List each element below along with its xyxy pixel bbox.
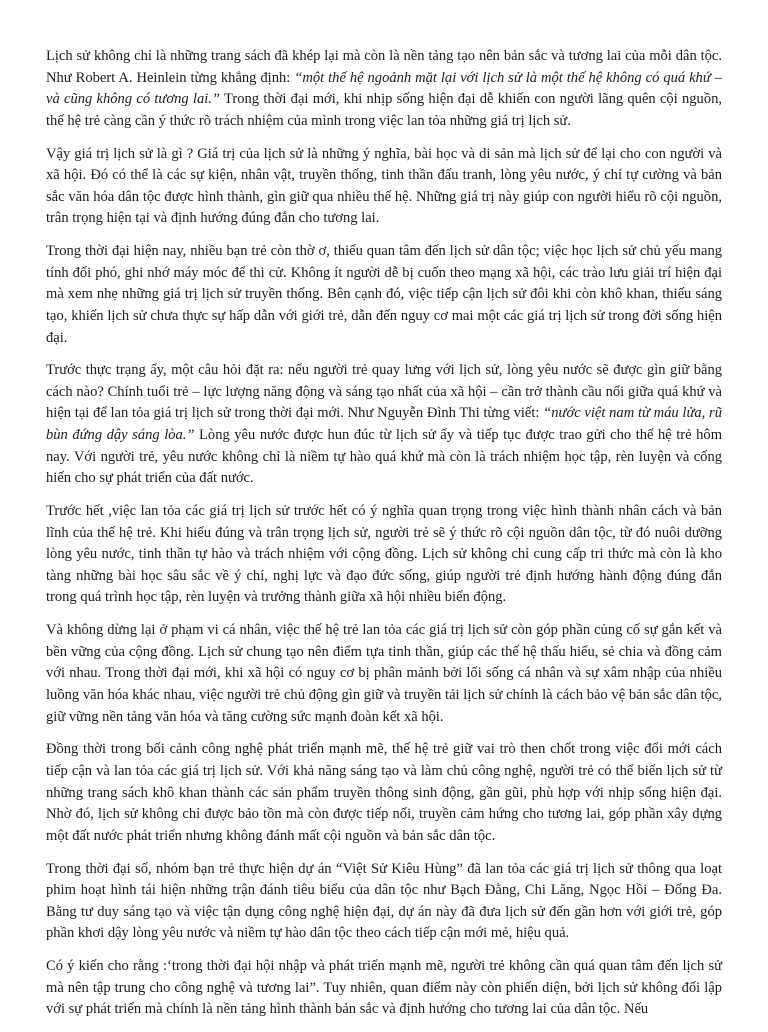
- paragraph-intro: [46, 46, 722, 132]
- paragraph-intro-text-a: Lịch sử không chỉ là những trang sách đã khép lại mà còn là nền tảng tạo nên bản sắc và tương lai của mỗi dân tộc. Như Robert A. Heinlein từng khẳng định:: [46, 48, 722, 86]
- paragraph-community: Và không dừng lại ở phạm vi cá nhân, việc thế hệ trẻ lan tỏa các giá trị lịch sử còn góp phần củng cố sự gắn kết và bền vững của cộng đồng. Lịch sử chung tạo nên điểm tựa tinh thần, giúp các thế hệ thấu hiểu, sẻ chia và đồng cảm với nhau. Trong thời đại mới, khi xã hội có nguy cơ bị phân mảnh bởi lối sống cá nhân và sự xâm nhập của nhiều luồng văn hóa khác nhau, việc người trẻ chủ động gìn giữ và truyền tải lịch sử chính là cách bảo vệ bản sắc dân tộc, giữ vững nền tảng văn hóa và tăng cường sức mạnh đoàn kết xã hội.: [46, 622, 722, 725]
- paragraph-intro-text-b: Trong thời đại mới, khi nhịp sống hiện đại dễ khiến con người lãng quên cội nguồn, thế hệ trẻ càng cần ý thức rõ trách nhiệm của mình trong việc lan tỏa những giá trị lịch sử.: [46, 91, 723, 129]
- paragraph-personal-meaning: Trước hết ,việc lan tỏa các giá trị lịch sử trước hết có ý nghĩa quan trọng trong việc hình thành nhân cách và bản lĩnh của thế hệ trẻ. Khi hiểu đúng và trân trọng lịch sử, người trẻ sẽ ý thức rõ cội nguồn dân tộc, từ đó nuôi dưỡng lòng yêu nước, tinh thần tự hào và trách nhiệm với cộng đồng. Lịch sử không chỉ cung cấp tri thức mà còn là kho tàng những bài học sâu sắc về ý chí, nghị lực và đạo đức sống, giúp người trẻ định hướng hành động đúng đắn trong quá trình học tập, rèn luyện và trưởng thành giữa xã hội nhiều biến động.: [46, 503, 722, 606]
- paragraph-question-text-b: Lòng yêu nước được hun đúc từ lịch sử ấy và tiếp tục được trao gửi cho thế hệ trẻ hôm nay. Với người trẻ, yêu nước không chỉ là niềm tự hào quá khứ mà còn là trách nhiệm học tập, rèn luyện và cống hiến cho sự phát triển của đất nước.: [46, 427, 723, 487]
- paragraph-technology: Đồng thời trong bối cảnh công nghệ phát triển mạnh mẽ, thế hệ trẻ giữ vai trò then chốt trong việc đổi mới cách tiếp cận và lan tỏa các giá trị lịch sử. Với khả năng sáng tạo và làm chủ công nghệ, người trẻ có thể biến lịch sử từ những trang sách khô khan thành các sản phẩm truyền thông sinh động, gần gũi, phù hợp với nhịp sống hiện đại. Nhờ đó, lịch sử không chỉ được bảo tồn mà còn được tiếp nối, truyền cảm hứng cho tương lai, góp phần xây dựng một đất nước phát triển nhưng không đánh mất cội nguồn và bản sắc dân tộc.: [46, 741, 722, 844]
- heinlein-quote: “một thế hệ ngoảnh mặt lại với lịch sử là một thế hệ không có quá khứ – và cũng không có tương lai.”: [46, 69, 722, 108]
- paragraph-current-situation: Trong thời đại hiện nay, nhiều bạn trẻ còn thờ ơ, thiếu quan tâm đến lịch sử dân tộc; việc học lịch sử chủ yếu mang tính đối phó, ghi nhớ máy móc để thi cử. Không ít người dễ bị cuốn theo mạng xã hội, các trào lưu giải trí hiện đại mà xem nhẹ những giá trị lịch sử truyền thống. Bên cạnh đó, việc tiếp cận lịch sử đôi khi còn khô khan, thiếu sáng tạo, khiến lịch sử chưa thực sự hấp dẫn với giới trẻ, dẫn đến nguy cơ mai một các giá trị lịch sử trong đời sống hiện đại.: [46, 243, 722, 346]
- paragraph-question: [46, 360, 722, 490]
- paragraph-counterargument: Có ý kiến cho rằng :‘trong thời đại hội nhập và phát triển mạnh mẽ, người trẻ không cần quá quan tâm đến lịch sử mà nên tập trung cho công nghệ và tương lai”. Tuy nhiên, quan điểm này còn phiến diện, bởi lịch sử không đối lập với sự phát triển mà chính là nền tảng hình thành bản sắc và định hướng cho tương lai của dân tộc. Nếu: [46, 958, 722, 1018]
- paragraph-question-text-a: Trước thực trạng ấy, một câu hỏi đặt ra: nếu người trẻ quay lưng với lịch sử, lòng yêu nước sẽ được gìn giữ bằng cách nào? Chính tuổi trẻ – lực lượng năng động và sáng tạo nhất của xã hội – cần trở thành cầu nối giữa quá khứ và hiện tại để lan tỏa giá trị lịch sử trong thời đại mới. Như Nguyễn Đình Thi từng viết:: [46, 362, 722, 422]
- nguyen-dinh-thi-quote: “nước việt nam từ máu lửa, rũ bùn đứng dậy sáng lòa.”: [46, 405, 722, 444]
- document-page: [46, 46, 722, 1032]
- paragraph-example-project: Trong thời đại số, nhóm bạn trẻ thực hiện dự án “Việt Sử Kiêu Hùng” đã lan tỏa các giá trị lịch sử thông qua loạt phim hoạt hình tái hiện những trận đánh tiêu biểu của dân tộc như Bạch Đằng, Chi Lăng, Ngọc Hồi – Đống Đa. Bằng tư duy sáng tạo và việc tận dụng công nghệ hiện đại, dự án này đã đưa lịch sử đến gần hơn với giới trẻ, góp phần khơi dậy lòng yêu nước và niềm tự hào dân tộc theo cách tiếp cận mới mẻ, hiệu quả.: [46, 860, 722, 942]
- paragraph-definition: Vậy giá trị lịch sử là gì ? Giá trị của lịch sử là những ý nghĩa, bài học và di sản mà lịch sử để lại cho con người và xã hội. Đó có thể là các sự kiện, nhân vật, truyền thống, tinh thần đấu tranh, lòng yêu nước, ý chí tự cường và bản sắc văn hóa dân tộc được hình thành, gìn giữ qua nhiều thế hệ. Những giá trị này giúp con người hiểu rõ cội nguồn, trân trọng hiện tại và định hướng đúng đắn cho tương lai.: [46, 145, 722, 227]
